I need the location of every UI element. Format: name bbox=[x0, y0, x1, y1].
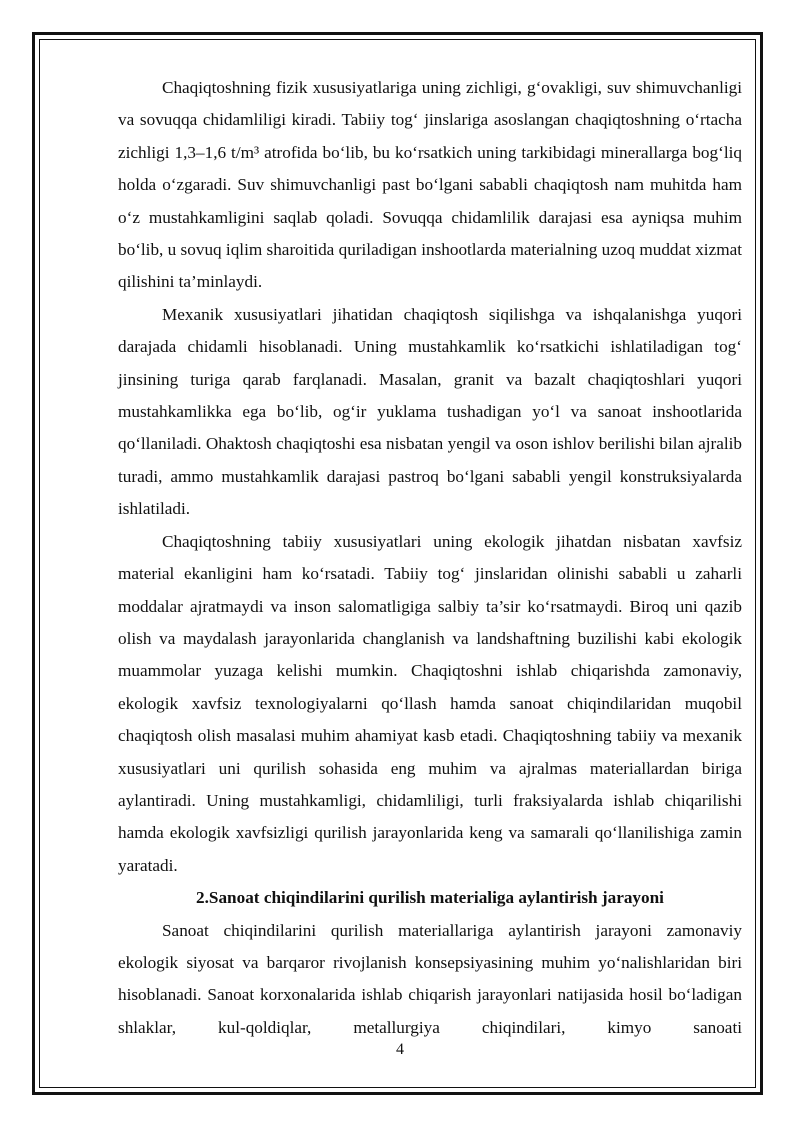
paragraph-industrial-waste: Sanoat chiqindilarini qurilish materiallariga aylantirish jarayoni zamonaviy ekologik siyosat va barqaror rivojlanish konsepsiyasining muhim yo‘nalishlaridan biri hisoblanadi. Sanoat korxonalarida ishlab chiqarish jarayonlari natijasida hosil bo‘ladigan shlaklar, kul-qoldiqlar, metallurgiya chiqindilari, kimyo sanoati bbox=[118, 920, 742, 1037]
section-heading: 2.Sanoat chiqindilarini qurilish materialiga aylantirish jarayoni bbox=[196, 888, 664, 908]
document-body bbox=[118, 72, 742, 1044]
page-number: 4 bbox=[396, 1041, 404, 1058]
paragraph-ecological-properties: Chaqiqtoshning tabiiy xususiyatlari uning ekologik jihatdan nisbatan xavfsiz material ekanligini ham ko‘rsatadi. Tabiiy tog‘ jinslaridan olinishi sababli u zaharli moddalar ajratmaydi va inson salomatligiga salbiy ta’sir ko‘rsatmaydi. Biroq uni qazib olish va maydalash jarayonlarida changlanish va landshaftning buzilishi kabi ekologik muammolar yuzaga kelishi mumkin. Chaqiqtoshni ishlab chiqarishda zamonaviy, ekologik xavfsiz texnologiyalarni qo‘llash hamda sanoat chiqindilaridan muqobil chaqiqtosh olish masalasi muhim ahamiyat kasb etadi. Chaqiqtoshning tabiiy va mexanik xususiyatlari uni qurilish sohasida eng muhim va ajralmas materiallardan biriga aylantiradi. Uning mustahkamligi, chidamliligi, turli fraksiyalarda ishlab chiqarilishi hamda ekologik xavfsizligi qurilish jarayonlarida keng va samarali qo‘llanilishiga zamin yaratadi. bbox=[118, 531, 742, 875]
paragraph-mechanical-properties: Mexanik xususiyatlari jihatidan chaqiqtosh siqilishga va ishqalanishga yuqori darajada chidamli hisoblanadi. Uning mustahkamlik ko‘rsatkichi ishlatiladigan tog‘ jinsining turiga qarab farqlanadi. Masalan, granit va bazalt chaqiqtoshlari yuqori mustahkamlikka ega bo‘lib, og‘ir yuklama tushadigan yo‘l va sanoat inshootlarida qo‘llaniladi. Ohaktosh chaqiqtoshi esa nisbatan yengil va oson ishlov berilishi bilan ajralib turadi, ammo mustahkamlik darajasi pastroq bo‘lgani sababli yengil konstruksiyalarda ishlatiladi. bbox=[118, 304, 742, 519]
paragraph-physical-properties: Chaqiqtoshning fizik xususiyatlariga uning zichligi, g‘ovakligi, suv shimuvchanligi va sovuqqa chidamliligi kiradi. Tabiiy tog‘ jinslariga asoslangan chaqiqtoshning o‘rtacha zichligi 1,3–1,6 t/m³ atrofida bo‘lib, bu ko‘rsatkich uning tarkibidagi minerallarga bog‘liq holda o‘zgaradi. Suv shimuvchanligi past bo‘lgani sababli chaqiqtosh nam muhitda ham o‘z mustahkamligini saqlab qoladi. Sovuqqa chidamlilik darajasi esa ayniqsa muhim bo‘lib, u sovuq iqlim sharoitida quriladigan inshootlarda materialning uzoq muddat xizmat qilishini ta’minlaydi. bbox=[118, 78, 742, 292]
